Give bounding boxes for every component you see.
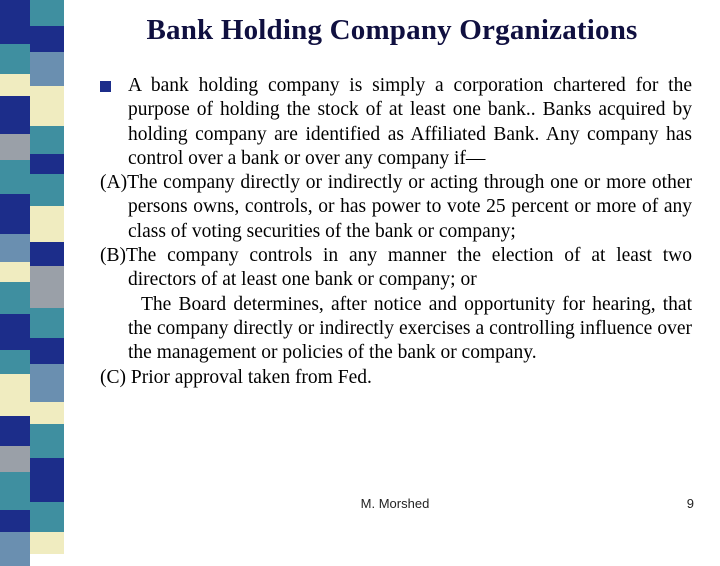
- strip-block: [0, 0, 30, 44]
- intro-paragraph: [100, 74, 692, 171]
- strip-block: [0, 44, 30, 74]
- strip-block: [0, 160, 30, 194]
- strip-block: [0, 74, 30, 96]
- strip-block: [30, 338, 64, 364]
- square-bullet-icon: [100, 81, 111, 92]
- strip-block: [0, 472, 30, 510]
- strip-block: [0, 532, 30, 566]
- clause-c: (C) Prior approval taken from Fed.: [100, 366, 372, 388]
- strip-block: [0, 314, 30, 350]
- strip-block: [30, 364, 64, 402]
- clause-board: The Board determines, after notice and opportunity for hearing, that the company directly or indirectly exercises a controlling influence over the management or policies of the bank or company.: [128, 293, 692, 364]
- strip-block: [0, 446, 30, 472]
- strip-block: [0, 96, 30, 134]
- strip-block: [30, 126, 64, 154]
- page-number: 9: [686, 496, 694, 511]
- strip-block: [30, 206, 64, 242]
- strip-block: [30, 308, 64, 338]
- strip-block: [30, 174, 64, 206]
- strip-block: [0, 234, 30, 262]
- strip-block: [30, 242, 64, 266]
- strip-block: [30, 502, 64, 532]
- strip-block: [30, 458, 64, 502]
- strip-block: [30, 0, 64, 26]
- slide-body: [100, 74, 692, 390]
- strip-block: [30, 86, 64, 126]
- strip-block: [30, 402, 64, 424]
- intro-text: A bank holding company is simply a corporation chartered for the purpose of holding the stock of at least one bank.. Banks acquired by holding company are identified as Affiliated Bank. Any company has control over a bank or over any company if—: [128, 75, 692, 169]
- footer-author: M. Morshed: [360, 496, 430, 511]
- strip-block: [30, 424, 64, 458]
- strip-block: [30, 52, 64, 86]
- strip-block: [30, 26, 64, 52]
- strip-block: [0, 374, 30, 416]
- strip-block: [0, 416, 30, 446]
- slide-title: Bank Holding Company Organizations: [146, 14, 638, 46]
- strip-block: [30, 154, 64, 174]
- decorative-color-strip: [0, 0, 64, 540]
- strip-block: [0, 350, 30, 374]
- strip-block: [0, 134, 30, 160]
- clause-a: (A)The company directly or indirectly or acting through one or more other persons owns, controls, or has power to vote 25 percent or more of any class of voting securities of the bank or company;: [100, 172, 692, 242]
- strip-block: [0, 194, 30, 234]
- strip-block: [30, 266, 64, 308]
- strip-block: [0, 262, 30, 282]
- strip-block: [0, 282, 30, 314]
- strip-block: [0, 510, 30, 532]
- clause-b: (B)The company controls in any manner the election of at least two directors of at least one bank or company; or: [100, 245, 692, 291]
- strip-block: [30, 532, 64, 554]
